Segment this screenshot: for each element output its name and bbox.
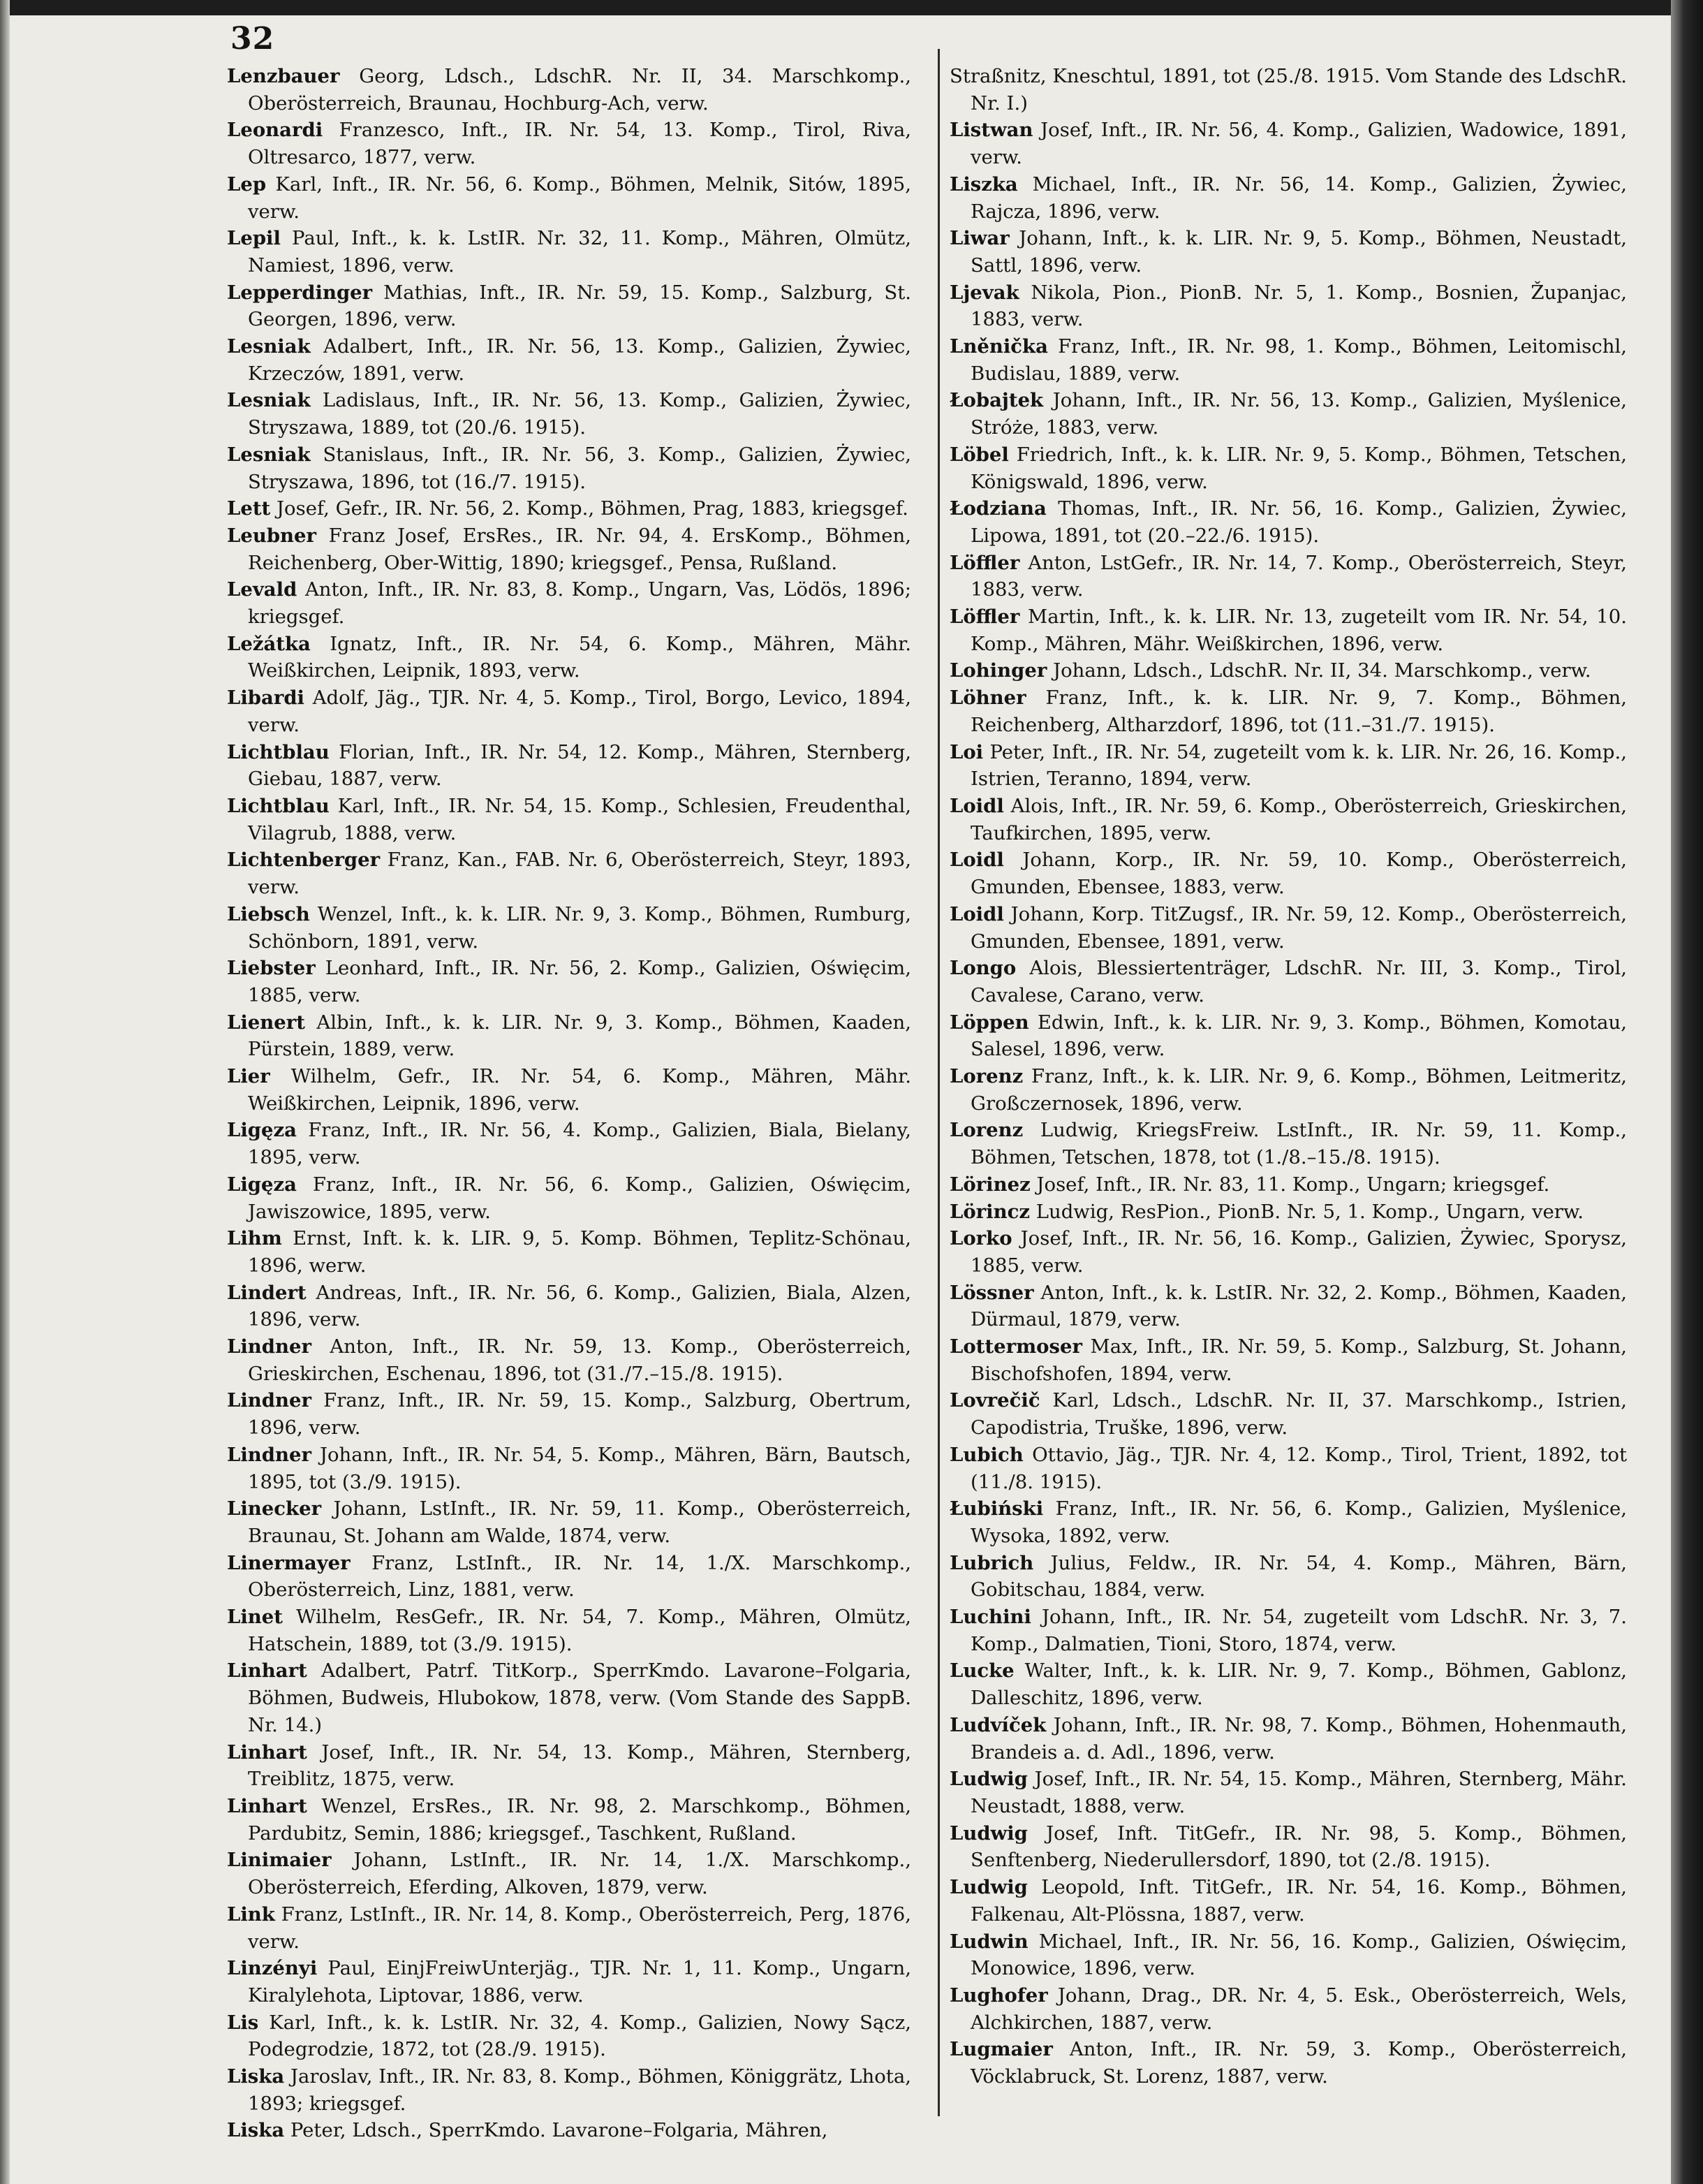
entry-surname: Lichtenberger: [227, 849, 381, 872]
list-entry: [227, 1009, 911, 1063]
list-entry: [950, 793, 1627, 847]
entry-details: Josef, Inft., IR. Nr. 83, 11. Komp., Ungarn; kriegsgef.: [1036, 1173, 1550, 1196]
entry-surname: Lichtblau: [227, 794, 330, 817]
list-entry: [227, 1495, 911, 1549]
entry-surname: Lottermoser: [950, 1335, 1082, 1358]
scan-edge-right: [1671, 0, 1703, 2184]
entry-surname: Łobajtek: [950, 389, 1044, 412]
list-entry: [227, 1117, 911, 1171]
entry-surname: Lovrečič: [950, 1389, 1040, 1412]
entry-details: Adolf, Jäg., TJR. Nr. 4, 5. Komp., Tirol, Borgo, Levico, 1894, verw.: [248, 687, 911, 736]
entry-details: Johann, Korp. TitZugsf., IR. Nr. 59, 12. Komp., Oberösterreich, Gmunden, Ebensee, 1891, verw.: [971, 902, 1627, 953]
entry-surname: Lesniak: [227, 389, 311, 412]
entry-surname: Lněnička: [950, 335, 1048, 358]
entry-surname: Levald: [227, 578, 297, 601]
entry-details: Leonhard, Inft., IR. Nr. 56, 2. Komp., Galizien, Oświęcim, 1885, verw.: [248, 957, 911, 1006]
entry-details: Ladislaus, Inft., IR. Nr. 56, 13. Komp., Galizien, Żywiec, Stryszawa, 1889, tot (20./6. 1915).: [248, 389, 912, 439]
list-entry: [950, 1982, 1627, 2036]
entry-surname: Linhart: [227, 1795, 307, 1817]
entry-surname: Lindert: [227, 1281, 307, 1304]
entry-surname: Loidl: [950, 794, 1004, 817]
list-entry: [950, 1874, 1627, 1928]
entry-details: Peter, Inft., IR. Nr. 54, zugeteilt vom k. k. LIR. Nr. 26, 16. Komp., Istrien, Teranno, 1894, verw.: [971, 740, 1627, 791]
list-entry: [950, 1928, 1627, 1982]
entry-details: Mathias, Inft., IR. Nr. 59, 15. Komp., Salzburg, St. Georgen, 1896, verw.: [248, 281, 911, 331]
entry-details: Johann, Inft., IR. Nr. 54, zugeteilt vom LdschR. Nr. 3, 7. Komp., Dalmatien, Tioni, Storo, 1874, verw.: [971, 1606, 1627, 1655]
entry-surname: Lörincz: [950, 1200, 1030, 1223]
entry-details: Franz, Inft., k. k. LIR. Nr. 9, 6. Komp., Böhmen, Leitmeritz, Großczernosek, 1896, verw.: [971, 1065, 1628, 1115]
entry-surname: Ludwig: [950, 1822, 1028, 1845]
list-entry: [227, 2063, 911, 2117]
entry-details: Stanislaus, Inft., IR. Nr. 56, 3. Komp., Galizien, Żywiec, Stryszawa, 1896, tot (16./7. 1915).: [248, 443, 911, 493]
entry-details: Friedrich, Inft., k. k. LIR. Nr. 9, 5. Komp., Böhmen, Tetschen, Königswald, 1896, verw.: [971, 443, 1627, 493]
entry-surname: Ligęza: [227, 1173, 297, 1196]
entry-surname: Lihm: [227, 1227, 282, 1250]
list-entry: [227, 1063, 911, 1117]
list-entry: [950, 1820, 1627, 1874]
entry-surname: Loidl: [950, 902, 1004, 925]
list-entry: [950, 739, 1627, 793]
list-entry: [950, 225, 1627, 279]
entry-surname: Lienert: [227, 1011, 305, 1034]
entry-details: Anton, LstGefr., IR. Nr. 14, 7. Komp., Oberösterreich, Steyr, 1883, verw.: [971, 551, 1627, 601]
list-entry: [227, 1442, 911, 1495]
list-entry: [227, 1604, 911, 1657]
entry-details: Paul, Inft., k. k. LstIR. Nr. 32, 11. Komp., Mähren, Olmütz, Namiest, 1896, verw.: [248, 227, 911, 277]
list-entry: [227, 1901, 911, 1955]
entry-surname: Lesniak: [227, 443, 311, 466]
entry-details: Paul, EinjFreiwUnterjäg., TJR. Nr. 1, 11. Komp., Ungarn, Kiralylehota, Liptovar, 1886, verw.: [248, 1957, 911, 2007]
list-entry: [950, 2036, 1627, 2090]
entry-details: Thomas, Inft., IR. Nr. 56, 16. Komp., Galizien, Żywiec, Lipowa, 1891, tot (20.–22./6. 1915).: [971, 497, 1628, 547]
list-entry: [227, 576, 911, 630]
list-entry: [227, 1280, 911, 1333]
entry-surname: Linhart: [227, 1740, 307, 1764]
list-entry: [227, 2117, 911, 2144]
list-entry: [950, 1199, 1627, 1226]
entry-details: Wenzel, Inft., k. k. LIR. Nr. 9, 3. Komp., Böhmen, Rumburg, Schönborn, 1891, verw.: [248, 902, 911, 953]
entry-details: Anton, Inft., IR. Nr. 59, 13. Komp., Oberösterreich, Grieskirchen, Eschenau, 1896, tot (31./7.–15./8. 1915).: [248, 1335, 911, 1385]
entry-surname: Łodziana: [950, 497, 1047, 520]
entry-details: Ludwig, KriegsFreiw. LstInft., IR. Nr. 59, 11. Komp., Böhmen, Tetschen, 1878, tot (1./8.–15./8. 1915).: [971, 1119, 1627, 1169]
entry-surname: Lichtblau: [227, 740, 330, 763]
entry-surname: Lorenz: [950, 1119, 1024, 1142]
entry-surname: Leubner: [227, 524, 317, 547]
list-entry: [227, 63, 911, 117]
page-number: 32: [230, 21, 275, 57]
entry-surname: Löppen: [950, 1011, 1029, 1034]
entry-details: Franz, LstInft., IR. Nr. 14, 1./X. Marschkomp., Oberösterreich, Linz, 1881, verw.: [248, 1551, 912, 1602]
list-entry: [950, 495, 1627, 549]
list-entry: [950, 1063, 1627, 1117]
entry-details: Karl, Inft., IR. Nr. 56, 6. Komp., Böhmen, Melnik, Sitów, 1895, verw.: [248, 173, 911, 223]
entry-surname: Lörinez: [950, 1173, 1031, 1196]
entry-details: Nikola, Pion., PionB. Nr. 5, 1. Komp., Bosnien, Županjac, 1883, verw.: [971, 281, 1627, 331]
entry-details: Johann, Inft., IR. Nr. 54, 5. Komp., Mähren, Bärn, Bautsch, 1895, tot (3./9. 1915).: [248, 1443, 911, 1493]
list-entry: [950, 1280, 1627, 1333]
entry-details: Adalbert, Inft., IR. Nr. 56, 13. Komp., Galizien, Żywiec, Krzeczów, 1891, verw.: [248, 335, 911, 385]
list-entry: [227, 1955, 911, 2009]
entry-details: Karl, Inft., IR. Nr. 54, 15. Komp., Schlesien, Freudenthal, Vilagrub, 1888, verw.: [248, 794, 911, 844]
list-entry: [227, 333, 911, 387]
entry-details: Karl, Inft., k. k. LstIR. Nr. 32, 4. Komp., Galizien, Nowy Sącz, Podegrodzie, 1872, tot (28./9. 1915).: [248, 2011, 911, 2061]
entry-surname: Liska: [227, 2119, 285, 2142]
entry-surname: Luchini: [950, 1606, 1031, 1629]
entry-details: Josef, Inft., IR. Nr. 56, 16. Komp., Galizien, Żywiec, Sporysz, 1885, verw.: [971, 1227, 1627, 1277]
entry-surname: Ludwig: [950, 1876, 1028, 1899]
entry-surname: Loidl: [950, 849, 1004, 872]
entry-details: Ottavio, Jäg., TJR. Nr. 4, 12. Komp., Tirol, Trient, 1892, tot (11./8. 1915).: [971, 1443, 1628, 1493]
entry-surname: Löhner: [950, 687, 1026, 710]
entry-details: Josef, Inft. TitGefr., IR. Nr. 98, 5. Komp., Böhmen, Senftenberg, Niederullersdorf, 1890, tot (2./8. 1915).: [971, 1822, 1627, 1872]
entry-surname: Lesniak: [227, 335, 311, 358]
entry-surname: Liska: [227, 2065, 285, 2088]
entry-surname: Liebsch: [227, 902, 310, 925]
entry-surname: Lughofer: [950, 1984, 1048, 2007]
entry-surname: Linimaier: [227, 1849, 332, 1872]
entry-surname: Lubich: [950, 1443, 1024, 1466]
entry-details: Alois, Inft., IR. Nr. 59, 6. Komp., Oberösterreich, Grieskirchen, Taufkirchen, 1895, verw.: [971, 794, 1627, 844]
entry-details: Anton, Inft., IR. Nr. 83, 8. Komp., Ungarn, Vas, Lödös, 1896; kriegsgef.: [248, 578, 911, 629]
entry-details: Josef, Gefr., IR. Nr. 56, 2. Komp., Böhmen, Prag, 1883, kriegsgef.: [277, 497, 908, 520]
list-entry: [950, 955, 1627, 1009]
entry-surname: Listwan: [950, 119, 1033, 142]
entry-surname: Linhart: [227, 1659, 307, 1683]
entry-details: Wilhelm, ResGefr., IR. Nr. 54, 7. Komp., Mähren, Olmütz, Hatschein, 1889, tot (3./9. 1915).: [248, 1606, 911, 1655]
list-entry: [950, 63, 1627, 117]
entry-details: Johann, Inft., IR. Nr. 98, 7. Komp., Böhmen, Hohenmauth, Brandeis a. d. Adl., 1896, verw.: [971, 1713, 1627, 1764]
entry-surname: Lindner: [227, 1389, 311, 1412]
list-entry: [227, 631, 911, 684]
entry-details: Franz, Inft., IR. Nr. 56, 4. Komp., Galizien, Biala, Bielany, 1895, verw.: [248, 1119, 912, 1169]
entry-details: Andreas, Inft., IR. Nr. 56, 6. Komp., Galizien, Biala, Alzen, 1896, verw.: [248, 1281, 911, 1331]
entry-surname: Ludvíček: [950, 1713, 1047, 1736]
list-entry: [950, 1712, 1627, 1766]
list-entry: [227, 1387, 911, 1441]
list-entry: [950, 657, 1627, 684]
entry-details: Adalbert, Patrf. TitKorp., SperrKmdo. Lavarone–Folgaria, Böhmen, Budweis, Hlubokow, 1878, verw. (Vom Stande des SappB. Nr. 14.): [248, 1659, 911, 1736]
list-entry: [227, 684, 911, 738]
entry-surname: Ludwin: [950, 1930, 1029, 1953]
entry-surname: Lugmaier: [950, 2038, 1053, 2061]
list-entry: [227, 441, 911, 495]
entry-details: Edwin, Inft., k. k. LIR. Nr. 9, 3. Komp., Böhmen, Komotau, Salesel, 1896, verw.: [971, 1011, 1627, 1061]
entry-surname: Linermayer: [227, 1551, 351, 1574]
entry-details: Anton, Inft., k. k. LstIR. Nr. 32, 2. Komp., Böhmen, Kaaden, Dürmaul, 1879, verw.: [971, 1281, 1627, 1331]
entry-surname: Lis: [227, 2011, 259, 2034]
entry-details: Franz, Kan., FAB. Nr. 6, Oberösterreich, Steyr, 1893, verw.: [248, 849, 911, 899]
list-entry: [950, 901, 1627, 955]
list-entry: [950, 117, 1627, 170]
list-entry: [950, 1333, 1627, 1387]
entry-surname: Lorenz: [950, 1065, 1024, 1088]
entry-details: Martin, Inft., k. k. LIR. Nr. 13, zugeteilt vom IR. Nr. 54, 10. Komp., Mähren, Mähr. Weißkirchen, 1896, verw.: [971, 606, 1627, 655]
entry-surname: Linzényi: [227, 1957, 318, 1980]
entry-details: Josef, Inft., IR. Nr. 56, 4. Komp., Galizien, Wadowice, 1891, verw.: [971, 119, 1627, 169]
entry-details: Ludwig, ResPion., PionB. Nr. 5, 1. Komp., Ungarn, verw.: [1035, 1200, 1584, 1223]
entry-surname: Liszka: [950, 173, 1018, 196]
entry-surname: Lier: [227, 1065, 270, 1088]
entry-details: Florian, Inft., IR. Nr. 54, 12. Komp., Mähren, Sternberg, Giebau, 1887, verw.: [248, 740, 911, 791]
entry-details: Michael, Inft., IR. Nr. 56, 16. Komp., Galizien, Oświęcim, Monowice, 1896, verw.: [971, 1930, 1627, 1980]
list-entry: [950, 171, 1627, 225]
list-entry: [950, 1657, 1627, 1711]
list-entry: [227, 279, 911, 333]
entry-details: Franz, LstInft., IR. Nr. 14, 8. Komp., Oberösterreich, Perg, 1876, verw.: [248, 1903, 911, 1953]
entry-surname: Lepil: [227, 227, 281, 250]
list-entry: [227, 1657, 911, 1738]
list-entry: [227, 2009, 911, 2063]
entry-details: Johann, LstInft., IR. Nr. 14, 1./X. Marschkomp., Oberösterreich, Eferding, Alkoven, 1879, verw.: [248, 1849, 911, 1899]
entry-details: Alois, Blessiertenträger, LdschR. Nr. III, 3. Komp., Tirol, Cavalese, Carano, verw.: [971, 957, 1627, 1006]
entry-details: Franzesco, Inft., IR. Nr. 54, 13. Komp., Tirol, Riva, Oltresarco, 1877, verw.: [248, 119, 911, 169]
list-entry: [950, 684, 1627, 738]
entry-details: Franz, Inft., IR. Nr. 59, 15. Komp., Salzburg, Obertrum, 1896, verw.: [248, 1389, 911, 1439]
entry-surname: Löffler: [950, 551, 1020, 574]
list-entry: [227, 1847, 911, 1900]
entry-details: Johann, LstInft., IR. Nr. 59, 11. Komp., Oberösterreich, Braunau, St. Johann am Walde, 1874, verw.: [248, 1497, 911, 1547]
list-entry: [950, 550, 1627, 603]
entry-surname: Link: [227, 1903, 275, 1926]
entry-surname: Longo: [950, 957, 1017, 980]
list-entry: [950, 1442, 1627, 1495]
entry-details: Johann, Drag., DR. Nr. 4, 5. Esk., Oberösterreich, Wels, Alchkirchen, 1887, verw.: [971, 1984, 1627, 2034]
list-entry: [227, 495, 911, 522]
entry-surname: Lindner: [227, 1335, 311, 1358]
entry-details: Anton, Inft., IR. Nr. 59, 3. Komp., Oberösterreich, Vöcklabruck, St. Lorenz, 1887, verw.: [971, 2038, 1628, 2088]
list-entry: [227, 1333, 911, 1387]
scan-edge-top: [0, 0, 1703, 15]
list-entry: [227, 739, 911, 793]
entry-surname: Ligęza: [227, 1119, 297, 1142]
list-entry: [227, 1171, 911, 1225]
entry-details: Johann, Korp., IR. Nr. 59, 10. Komp., Oberösterreich, Gmunden, Ebensee, 1883, verw.: [971, 849, 1627, 899]
entry-surname: Ležátka: [227, 632, 311, 655]
list-entry: [227, 387, 911, 441]
entry-details: Leopold, Inft. TitGefr., IR. Nr. 54, 16. Komp., Böhmen, Falkenau, Alt-Plössna, 1887, verw.: [971, 1876, 1627, 1926]
entry-details: Josef, Inft., IR. Nr. 54, 15. Komp., Mähren, Sternberg, Mähr. Neustadt, 1888, verw.: [971, 1768, 1627, 1817]
column-divider: [938, 49, 940, 2116]
entry-details: Karl, Ldsch., LdschR. Nr. II, 37. Marschkomp., Istrien, Capodistria, Truške, 1896, verw.: [971, 1389, 1627, 1439]
entry-details: Franz Josef, ErsRes., IR. Nr. 94, 4. ErsKomp., Böhmen, Reichenberg, Ober-Wittig, 1890; kriegsgef., Pensa, Rußland.: [248, 524, 911, 574]
entry-details: Franz, Inft., IR. Nr. 98, 1. Komp., Böhmen, Leitomischl, Budislau, 1889, verw.: [971, 335, 1627, 385]
entry-surname: Lepperdinger: [227, 281, 373, 304]
scan-edge-left: [0, 0, 10, 2184]
list-entry: [950, 333, 1627, 387]
entry-details: Ernst, Inft. k. k. LIR. 9, 5. Komp. Böhmen, Teplitz-Schönau, 1896, werw.: [248, 1227, 911, 1277]
entry-details: Franz, Inft., k. k. LIR. Nr. 9, 7. Komp., Böhmen, Reichenberg, Altharzdorf, 1896, tot (11.–31./7. 1915).: [971, 687, 1627, 736]
entry-details: Ignatz, Inft., IR. Nr. 54, 6. Komp., Mähren, Mähr. Weißkirchen, Leipnik, 1893, verw.: [248, 632, 911, 682]
list-entry: [227, 117, 911, 170]
list-entry: [950, 279, 1627, 333]
entry-details: Wenzel, ErsRes., IR. Nr. 98, 2. Marschkomp., Böhmen, Pardubitz, Semin, 1886; kriegsgef., Taschkent, Rußland.: [248, 1795, 911, 1845]
entry-surname: Lubrich: [950, 1551, 1034, 1574]
list-entry: [227, 522, 911, 576]
list-entry: [950, 1604, 1627, 1657]
entry-surname: Linecker: [227, 1497, 322, 1520]
list-entry: [950, 1387, 1627, 1441]
entry-surname: Łubiński: [950, 1497, 1044, 1520]
list-entry: [227, 1793, 911, 1847]
list-entry: [950, 1117, 1627, 1171]
list-entry: [950, 1225, 1627, 1279]
left-column: [227, 63, 911, 2144]
list-entry: [227, 955, 911, 1009]
entry-details: Franz, Inft., IR. Nr. 56, 6. Komp., Galizien, Oświęcim, Jawiszowice, 1895, verw.: [248, 1173, 911, 1223]
entry-surname: Löbel: [950, 443, 1009, 466]
list-entry: [227, 847, 911, 900]
entry-surname: Liebster: [227, 957, 316, 980]
entry-surname: Lett: [227, 497, 271, 520]
entry-details: Georg, Ldsch., LdschR. Nr. II, 34. Marschkomp., Oberösterreich, Braunau, Hochburg-Ach, verw.: [248, 65, 911, 115]
entry-surname: Lorko: [950, 1227, 1012, 1250]
right-column: [950, 63, 1627, 2090]
entry-surname: Loi: [950, 740, 984, 763]
entry-surname: Leonardi: [227, 119, 323, 142]
list-entry: [227, 225, 911, 279]
list-entry: [950, 1766, 1627, 1819]
list-entry: [950, 1495, 1627, 1549]
list-entry: [227, 793, 911, 847]
list-entry: [950, 387, 1627, 441]
entry-details: Franz, Inft., IR. Nr. 56, 6. Komp., Galizien, Myślenice, Wysoka, 1892, verw.: [971, 1497, 1627, 1547]
entry-surname: Lindner: [227, 1443, 311, 1466]
entry-surname: Lenzbauer: [227, 65, 340, 87]
entry-details: Johann, Inft., k. k. LIR. Nr. 9, 5. Komp., Böhmen, Neustadt, Sattl, 1896, verw.: [971, 227, 1627, 277]
entry-details: Julius, Feldw., IR. Nr. 54, 4. Komp., Mähren, Bärn, Gobitschau, 1884, verw.: [971, 1551, 1627, 1602]
list-entry: [950, 603, 1627, 657]
list-entry: [950, 1550, 1627, 1604]
entry-details: Josef, Inft., IR. Nr. 54, 13. Komp., Mähren, Sternberg, Treiblitz, 1875, verw.: [248, 1740, 911, 1791]
entry-details: Max, Inft., IR. Nr. 59, 5. Komp., Salzburg, St. Johann, Bischofshofen, 1894, verw.: [971, 1335, 1627, 1385]
entry-details: Johann, Inft., IR. Nr. 56, 13. Komp., Galizien, Myślenice, Stróże, 1883, verw.: [971, 389, 1627, 439]
entry-surname: Libardi: [227, 687, 304, 710]
entry-surname: Ljevak: [950, 281, 1019, 304]
entry-surname: Lössner: [950, 1281, 1034, 1304]
list-entry: [227, 901, 911, 955]
entry-surname: Ludwig: [950, 1768, 1028, 1791]
list-entry: [950, 847, 1627, 900]
list-entry: [227, 1550, 911, 1604]
entry-details: Peter, Ldsch., SperrKmdo. Lavarone–Folgaria, Mähren,: [290, 2119, 828, 2142]
list-entry: [950, 1009, 1627, 1063]
entry-surname: Lohinger: [950, 659, 1047, 682]
entry-surname: Löffler: [950, 606, 1020, 629]
entry-details: Michael, Inft., IR. Nr. 56, 14. Komp., Galizien, Żywiec, Rajcza, 1896, verw.: [971, 173, 1627, 223]
entry-surname: Lucke: [950, 1659, 1015, 1683]
list-entry: [227, 1225, 911, 1279]
list-entry: [950, 1171, 1627, 1199]
list-entry: [227, 171, 911, 225]
entry-details: Johann, Ldsch., LdschR. Nr. II, 34. Marschkomp., verw.: [1053, 659, 1591, 682]
entry-surname: Linet: [227, 1606, 283, 1629]
entry-surname: Liwar: [950, 227, 1010, 250]
list-entry: [950, 441, 1627, 495]
entry-details: Albin, Inft., k. k. LIR. Nr. 9, 3. Komp., Böhmen, Kaaden, Pürstein, 1889, verw.: [248, 1011, 912, 1061]
list-entry: [227, 1739, 911, 1793]
entry-surname: Lep: [227, 173, 267, 196]
entry-details: Straßnitz, Kneschtul, 1891, tot (25./8. 1915. Vom Stande des LdschR. Nr. I.): [950, 65, 1627, 115]
entry-details: Walter, Inft., k. k. LIR. Nr. 9, 7. Komp., Böhmen, Gablonz, Dalleschitz, 1896, verw.: [971, 1659, 1627, 1710]
entry-details: Wilhelm, Gefr., IR. Nr. 54, 6. Komp., Mähren, Mähr. Weißkirchen, Leipnik, 1896, verw.: [248, 1065, 911, 1115]
entry-details: Jaroslav, Inft., IR. Nr. 83, 8. Komp., Böhmen, Königgrätz, Lhota, 1893; kriegsgef.: [248, 2065, 912, 2115]
